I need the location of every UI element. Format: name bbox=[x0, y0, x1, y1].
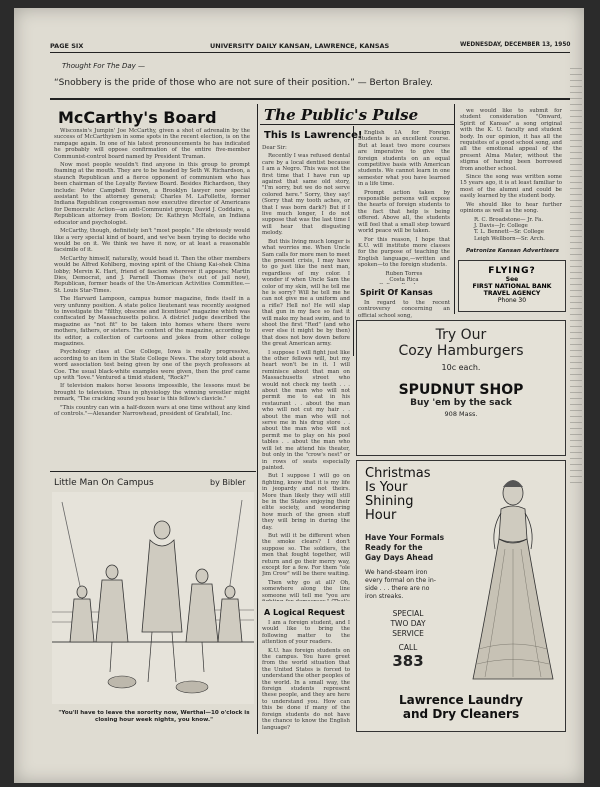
letter-2-body bbox=[262, 620, 350, 735]
adjacent-page-edge bbox=[570, 68, 582, 488]
ad-laundry-special-line: SPECIAL bbox=[392, 609, 424, 618]
letter-paragraph: Then why go at all? Oh, somewhere along the line someone will tell me "you are bbox=[262, 579, 350, 599]
letter-paragraph: But this living much longer is what worries me. When Uncle Sam calls for more men to meet the present crisis, I may have to go just like the next man, regardless of my color. I wonder if when Uncle Sam the color of my skin, will he tell me he is sorry? Will he tell me he can not give me a uniform and a rifle? Hell no! He will slap that gun in my face so fast it will make my head swim, and to shoot the first "Red" (and who ever else it might be by then) that does not bow down before the great American army. bbox=[262, 238, 350, 348]
cartoon-caption: "You'll have to leave the sorority now, Werthal—10 o'clock is closing hour week nights, you know." bbox=[58, 710, 250, 723]
cartoon-illustration bbox=[52, 492, 254, 704]
letter-paragraph: But will it be different when the smoke clears? I don't suppose so. The soldiers, the men that fought together, will return and go their merry way, except for a few. For them "ole Jim Crow" will be there waiting. bbox=[262, 532, 350, 578]
letter-paragraph: We should like to hear further opinions as well as the song. bbox=[460, 201, 562, 215]
letter-paragraph: For this reason, I hope that K.U. will institute more classes for the purpose of teaching the English language,—written and spoken—to the foreign students. bbox=[358, 236, 450, 269]
ad-laundry-headline bbox=[365, 467, 431, 523]
ad-laundry-body-line: side . . . there are no bbox=[365, 585, 430, 592]
ad-laundry-body bbox=[365, 569, 436, 601]
editorial-paragraph: McCarthy himself, naturally, would head it. Then the other members would be Alfred Kohlberg, moving spirit of the Chiang Kai-shek China lobby; Mervin K. Hart, friend of fascism wherever it appears; Martin Dies, Democrat, and J. Parnell Thomas (he's out of jail now), Republican, former heads of the Un-American Activities Committee.—St. Louis Star-Times. bbox=[54, 255, 250, 294]
ad-laundry-special-line: SERVICE bbox=[392, 629, 424, 638]
editorial-paragraph: McCarthy, though, definitely isn't "most people." He obviously would like a very special kind of board, and we've been trying to decide who would be on it. We think we have it now, or at least a reasonable facsimile of it. bbox=[54, 228, 250, 254]
editorial-paragraph: The Harvard Lampoon, campus humor magazine, finds itself in a very unfunny position. A state police lieutenant was recently assigned to investigate the "filthy, obscene and licentious" magazine which was confiscated by Massachusetts police. A district judge described the magazine as "not fit" to be taken into homes where there were mothers, fathers, or sisters. The content of the magazine, according to its editor, a collection of cartoons and jokes from other college magazines. bbox=[54, 296, 250, 347]
ad-cozy-spudnut bbox=[356, 320, 566, 456]
letter-1-body bbox=[262, 145, 350, 601]
letter-paragraph: English 1A for Foreign Students is an excellent course. But at least two more courses are imperative to give the foreign students on an equal competitive basis with American students. We cannot learn in one semester what you have learned in a life time. bbox=[358, 130, 450, 188]
ad-laundry-headline-line: Shining bbox=[365, 494, 414, 509]
letter-1-title: This Is Lawrence! bbox=[264, 130, 363, 141]
letter-paragraph: we would like to submit for student consideration "Onward, Spirit of Kansas" a song original with the K. U. faculty and student body. In our opinion, it has all the requisites of a good school song, and all the emotional appeal of the present Alma Mater, without the stigma of having been borrowed from another school. bbox=[460, 108, 562, 172]
ad-laundry bbox=[356, 460, 566, 732]
issue-date: WEDNESDAY, DECEMBER 13, 1950 bbox=[460, 42, 571, 48]
ad-flying-line5: Phone 30 bbox=[497, 297, 527, 304]
ad-laundry-name bbox=[357, 693, 565, 721]
letter-paragraph: Recently I was refused dental care by a local dentist because I am a Negro. This was not the first time that I have run up against that same old story, "I'm sorry, but we do not serve colored here." Sorry, they say! (Sorry that my tooth aches, or that I was born dark?) But if I live much longer, I do not suppose that was the last time I will hear that disgusting melody. bbox=[262, 153, 350, 237]
cartoon-byline: by Bibler bbox=[210, 478, 246, 487]
paper-name: UNIVERSITY DAILY KANSAN, LAWRENCE, KANSAS bbox=[210, 42, 390, 50]
letter-col3-body bbox=[460, 108, 562, 280]
letter-3-title: Spirit Of Kansas bbox=[360, 288, 433, 297]
thought-rule bbox=[50, 98, 570, 100]
page-number: PAGE SIX bbox=[50, 42, 84, 50]
masthead-rule bbox=[50, 52, 570, 53]
ad-laundry-special-line: TWO DAY bbox=[390, 619, 426, 628]
letter-paragraph: Prompt action taken by responsible persons will expose the hearts of foreign students to the fact that help is being offered. Above all, the students will feel that a small step toward world peace will be taken. bbox=[358, 189, 450, 235]
letter-paragraph: K.U. has foreign students on the campus. You have greet from the world situation that the United States is forced to understand the other peoples of the world. In a small way, the foreign students represent these people, and they are here to understand you. How can this be done if many of the foreign students do not have the chance to know the English language? bbox=[262, 647, 350, 731]
ad-laundry-name-line: Lawrence Laundry bbox=[398, 693, 524, 707]
editorial-title: McCarthy's Board bbox=[58, 108, 217, 127]
letter-paragraph: I am a foreign student, and I would like to bring the following matter to the attention of your readers. bbox=[262, 620, 350, 646]
editorial-paragraph: Now most people wouldn't find anyone in this group to prompt foaming at the mouth. They are to be headed by Seth W. Richardson, a staunch Republican and a fierce opponent of communism who has been chairman of the Loyalty Review Board. Besides Richardson, they include: Peter Campbell Brown, a Brooklyn lawyer now special assistant to the attorney general; Charles M. LaFollette, former Indiana Republican congressman now executive director of Americans for Democratic Action—an anti-Communist group; David J. Coddaire, a Republican attorney from Boston; Dr. Kathryn McHale, an Indiana educator and psychologist. bbox=[54, 162, 250, 226]
newspaper-page bbox=[14, 8, 584, 783]
letter-paragraph: In regard to the recent controversy concerning an official school song, bbox=[358, 300, 450, 318]
ad-flying-line3: FIRST NATIONAL BANK bbox=[472, 283, 552, 290]
editorial-body bbox=[54, 128, 250, 470]
column-divider-1 bbox=[257, 104, 258, 734]
ad-laundry-sub-line: Ready for the bbox=[365, 543, 423, 552]
ad-laundry-call: CALL bbox=[398, 643, 418, 652]
letter-col3-signer: Leigh Wellborn—Sr. Arch. bbox=[474, 235, 545, 242]
ad-cozy-line1: Try Our bbox=[435, 327, 487, 343]
ad-laundry-headline-line: Christmas bbox=[365, 466, 431, 481]
column-divider-2 bbox=[353, 126, 354, 356]
ad-spudnut-line2: Buy 'em by the sack bbox=[410, 398, 512, 408]
ad-laundry-sub-line: Gay Days Ahead bbox=[365, 553, 434, 562]
ad-flying-line2: See bbox=[505, 276, 519, 283]
editorial-paragraph: If television makes horse lessons impossible, the lessons must be brought to television. Thus in physiology the winning wrestler might remark, "The cracking sound you hear is this fellow's clavicle." bbox=[54, 383, 250, 403]
ad-laundry-headline-line: Hour bbox=[365, 508, 397, 523]
editorial-paragraph: "This country can win a half-dozen wars at one time without any kind of controls."—Alexander Narrowhead, president of Grafstall, Inc. bbox=[54, 404, 250, 418]
letter-paragraph: I suppose I will fight just like the other fellows will, but my heart won't be in it. I will reminisce about that man on Massachusetts street who would not check my teeth . . . about the man who will not permit me to eat in his restaurant . . about the man who will not cut my hair . . about the man who will not serve me in his drug store . . about the man who will not permit me to play on his pool tables . . about the man who will let me attend his theater, but only in the "crow's nest" or in rows of seats especially painted. bbox=[262, 349, 350, 471]
ad-laundry-body-line: iron streaks. bbox=[365, 593, 404, 600]
ad-laundry-sub-line: Have Your Formals bbox=[365, 533, 445, 542]
letter-paragraph: Since the song was written some 15 years ago, it is at least familiar to most of the alumni and could be easily learned by the student body. bbox=[460, 174, 562, 200]
letter-col3-signer: J. Davis—Jr. College bbox=[474, 222, 528, 229]
cartoon-rule bbox=[50, 471, 256, 472]
ad-laundry-name-line: and Dry Cleaners bbox=[402, 707, 520, 721]
ad-flying-line1: FLYING? bbox=[488, 266, 536, 276]
ad-spudnut-line1: SPUDNUT SHOP bbox=[398, 382, 524, 398]
ad-laundry-sub bbox=[365, 533, 444, 563]
ad-laundry-special bbox=[373, 609, 443, 670]
letter-1-salutation: Dear Sir: bbox=[262, 145, 287, 151]
editorial-paragraph: Wisconsin's Jumpin' Joe McCarthy, given a shot of adrenalin by the success of McCarthyism in some spots in the recent election, is on the rampage again. In one of his latest pronouncements he has indicated he probably will oppose confirmation of the entire five-member Communist-control board named by President Truman. bbox=[54, 128, 250, 160]
cartoon-title: Little Man On Campus bbox=[54, 478, 154, 488]
patronize-line: Patronize Kansan Advertisers bbox=[466, 248, 559, 254]
ad-laundry-body-line: every formal on the in- bbox=[365, 577, 437, 584]
thought-label: Thought For The Day — bbox=[62, 62, 145, 70]
ad-cozy-line2: Cozy Hamburgers bbox=[398, 343, 524, 359]
gown-drawing bbox=[465, 469, 559, 687]
editorial-paragraph: Psychology class at Coe College, Iowa is really progressive, according to an item in the State College News. The story told about a word association test being given by one of the psych professors at Coe. The usual black-white examples were given, then the prof came up with "love." Ventured a timid student, "Rock?" bbox=[54, 349, 250, 382]
letter-col3-signer: T. L. Bennett—Sr. College bbox=[474, 229, 544, 236]
ad-flying-line4: TRAVEL AGENCY bbox=[483, 290, 541, 297]
letter-col2-body bbox=[358, 130, 450, 284]
ad-cozy-line3: 10c each. bbox=[441, 363, 481, 372]
gown-illustration bbox=[465, 469, 559, 687]
cartoon-drawing bbox=[52, 492, 254, 704]
ad-laundry-body-line: We hand-steam iron bbox=[365, 569, 428, 576]
letter-col2-country: Costa Rica bbox=[389, 276, 419, 283]
pulse-rule bbox=[260, 124, 454, 125]
letter-col2-class bbox=[358, 283, 450, 284]
letter-3-body bbox=[358, 300, 450, 318]
ad-spudnut-line3: 908 Mass. bbox=[444, 410, 478, 418]
letter-2-title: A Logical Request bbox=[264, 608, 345, 617]
thought-quote: “Snobbery is the pride of those who are not sure of their position.” — Berton Braley. bbox=[54, 78, 433, 88]
letter-col2-signer: Ruben Torres bbox=[385, 270, 423, 277]
ad-flying bbox=[458, 260, 566, 312]
pulse-title: The Public's Pulse bbox=[264, 106, 419, 124]
letter-col3-signer: R. C. Broadstone— Jr. Fa. bbox=[474, 216, 544, 223]
column-divider-3 bbox=[454, 104, 455, 314]
ad-laundry-phone: 383 bbox=[392, 652, 424, 670]
letter-paragraph: But I suppose I will go on fighting, know that it is my life in jeopardy and not theirs. More than likely they will still be in the States enjoying their elite society, and wondering how much of the green stuff they will bring in during the day. bbox=[262, 473, 350, 531]
ad-laundry-headline-line: Is Your bbox=[365, 480, 408, 495]
